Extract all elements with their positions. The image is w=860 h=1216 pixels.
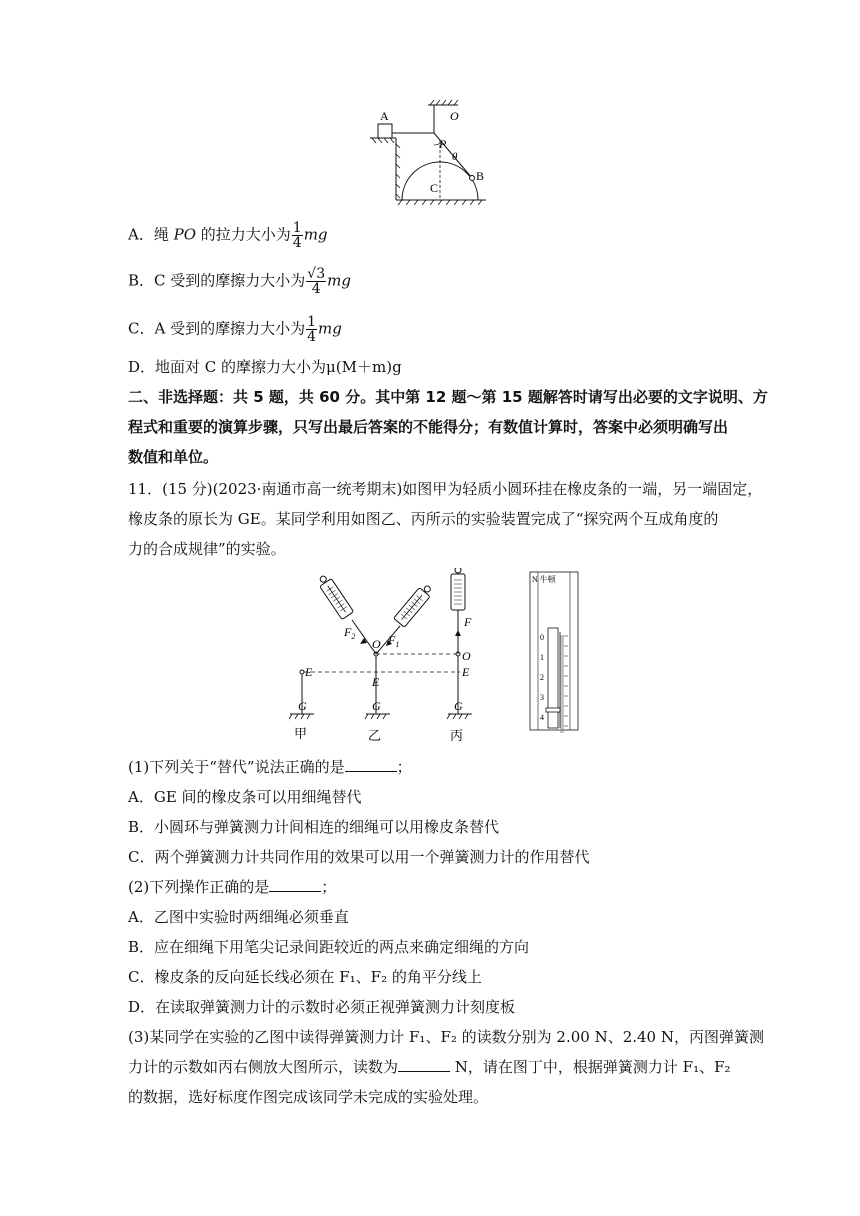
sub2-option-b: B．应在细绳下用笔尖记录间距较近的两点来确定细绳的方向 (128, 938, 530, 956)
label-f1: F (388, 633, 396, 647)
label-a: A (380, 109, 389, 123)
label-g-yi: G (372, 699, 381, 713)
scale-tick-4: 4 (540, 713, 544, 722)
figure-force-composition (280, 568, 600, 750)
sub1-option-b: B．小圆环与弹簧测力计间相连的细绳可以用橡皮条替代 (128, 818, 500, 836)
label-g-bing: G (454, 699, 463, 713)
q11-line2: 橡皮条的原长为 GE。某同学利用如图乙、丙所示的实验装置完成了“探究两个互成角度的 (128, 510, 719, 528)
option-b: B．C 受到的摩擦力大小为 $\frac{√3}{4}$ mg (128, 266, 351, 297)
sub2-option-d: D．在读取弹簧测力计的示数时必须正视弹簧测力计刻度板 (128, 998, 516, 1016)
label-o-yi: O (372, 637, 381, 651)
option-d: D．地面对 C 的摩擦力大小为μ(M＋m)g (128, 358, 402, 376)
scale-tick-2: 2 (540, 673, 544, 682)
label-e-bing: E (462, 665, 470, 679)
sub2-option-c: C．橡皮条的反向延长线必须在 F₁、F₂ 的角平分线上 (128, 968, 482, 986)
label-o: O (450, 109, 459, 123)
label-f: F (464, 615, 472, 629)
scale-tick-3: 3 (540, 693, 544, 702)
sub1-stem: (1)下列关于“替代”说法正确的是 ； (128, 758, 412, 776)
caption-jia: 甲 (294, 726, 308, 741)
caption-bing: 丙 (450, 728, 464, 743)
label-c: C (430, 181, 439, 195)
scale-tick-0: 0 (540, 633, 544, 642)
scale-title: N 牛顿 (532, 575, 556, 584)
q11-line1: 11．(15 分)(2023·南通市高一统考期末)如图甲为轻质小圆环挂在橡皮条的一端，另一端固定， (128, 480, 763, 498)
answer-blank-2[interactable] (269, 877, 321, 892)
svg-text:F2: $F_2$ (344, 625, 356, 641)
label-p: P (439, 137, 447, 151)
label-e-jia: E (305, 665, 313, 679)
sub1-option-c: C．两个弹簧测力计共同作用的效果可以用一个弹簧测力计的作用替代 (128, 848, 590, 866)
option-a: A．绳 PO 的拉力大小为 $\frac{1}{4}$ mg (128, 220, 328, 251)
sub2-option-a: A．乙图中实验时两细绳必须垂直 (128, 908, 349, 926)
label-g-jia: G (298, 699, 307, 713)
q11-line3: 力的合成规律”的实验。 (128, 540, 286, 558)
label-e-yi: E (372, 675, 380, 689)
section2-line2: 程式和重要的演算步骤，只写出最后答案的不能得分；有数值计算时，答案中必须明确写出 (128, 418, 729, 436)
label-f2: F (344, 625, 352, 639)
caption-yi: 乙 (368, 728, 382, 743)
section2-line3: 数值和单位。 (128, 448, 219, 466)
figure-block-on-semicircle (366, 100, 496, 210)
sub3-line3: 的数据，选好标度作图完成该同学未完成的实验处理。 (128, 1088, 489, 1106)
sub3-line1: (3)某同学在实验的乙图中读得弹簧测力计 F₁、F₂ 的读数分别为 2.00 N、2.40 N，丙图弹簧测 (128, 1028, 764, 1046)
label-b: B (476, 169, 485, 183)
scale-tick-1: 1 (540, 653, 544, 662)
sub3-line2: 力计的示数如丙右侧放大图所示，读数为 N，请在图丁中，根据弹簧测力计 F₁、F₂ (128, 1058, 731, 1076)
answer-blank-3[interactable] (398, 1057, 450, 1072)
sub1-option-a: A．GE 间的橡皮条可以用细绳替代 (128, 788, 362, 806)
svg-text:F1: $F_1$ (388, 633, 400, 649)
section2-line1: 二、非选择题：共 5 题，共 60 分。其中第 12 题～第 15 题解答时请写出必要的文字说明、方 (128, 388, 768, 406)
sub2-stem: (2)下列操作正确的是 ； (128, 878, 337, 896)
label-theta: θ (452, 151, 458, 163)
label-o-bing: O (462, 649, 471, 663)
answer-blank-1[interactable] (345, 757, 397, 772)
option-c: C．A 受到的摩擦力大小为 $\frac{1}{4}$ mg (128, 314, 342, 345)
